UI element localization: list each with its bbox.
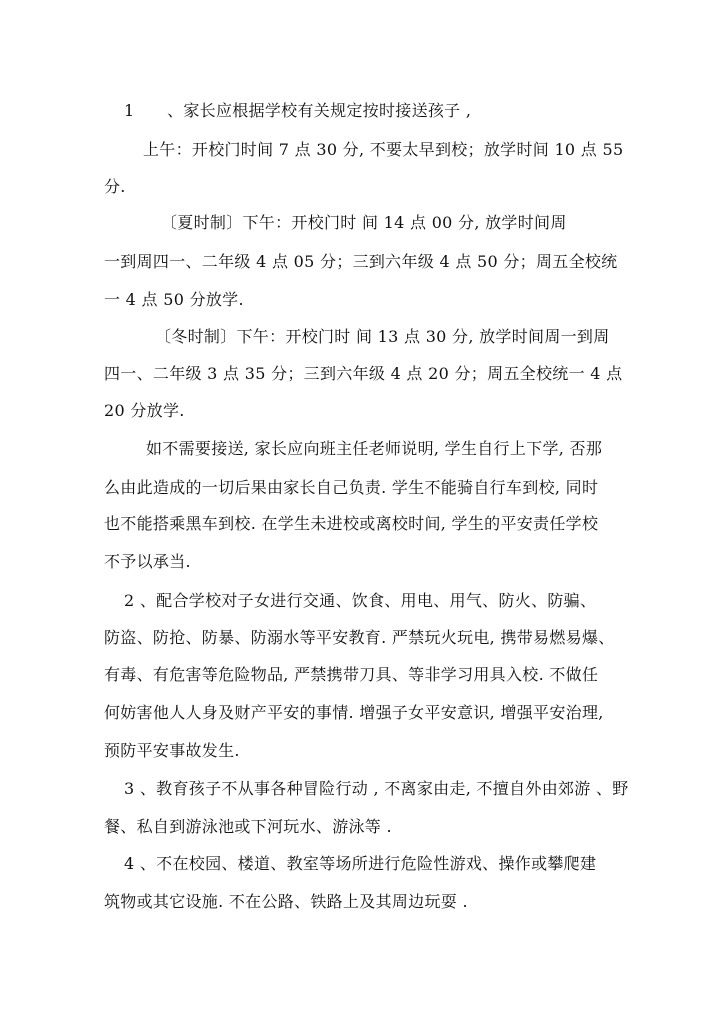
paragraph-5-line-4: 不予以承当. <box>104 552 191 571</box>
paragraph-8-line-2: 筑物或其它设施. 不在公路、铁路上及其周边玩耍 . <box>104 892 468 911</box>
paragraph-5-line-3: 也不能搭乘黑车到校. 在学生未进校或离校时间, 学生的平安责任学校 <box>104 514 599 533</box>
paragraph-4-line-3: 20 分放学. <box>104 401 185 420</box>
paragraph-6-line-1: 2 、配合学校对子女进行交通、饮食、用电、用气、防火、防骗、 <box>124 591 597 610</box>
paragraph-2-line-2: 分. <box>104 177 126 196</box>
paragraph-4-line-1: 〔冬时制〕下午：开校门时 间 13 点 30 分, 放学时间周一到周 <box>155 327 610 346</box>
paragraph-6-line-3: 有毒、有危害等危险物品, 严禁携带刀具、等非学习用具入校. 不做任 <box>104 665 599 684</box>
paragraph-3-line-2: 一到周四一、二年级 4 点 05 分；三到六年级 4 点 50 分；周五全校统 <box>104 252 618 271</box>
paragraph-5-line-2: 么由此造成的一切后果由家长自己负责. 学生不能骑自行车到校, 同时 <box>104 478 599 497</box>
paragraph-6-line-4: 何妨害他人人身及财产平安的事情. 增强子女平安意识, 增强平安治理, <box>104 703 604 722</box>
paragraph-6-line-5: 预防平安事故发生. <box>104 741 240 760</box>
paragraph-3-line-3: 一 4 点 50 分放学. <box>104 290 244 309</box>
paragraph-1-line-1: 1 、家长应根据学校有关规定按时接送孩子 , <box>124 101 472 120</box>
paragraph-6-line-2: 防盗、防抢、防暴、防溺水等平安教育. 严禁玩火玩电, 携带易燃易爆、 <box>104 628 615 647</box>
paragraph-7-line-1: 3 、教育孩子不从事各种冒险行动 , 不离家由走, 不擅自外由郊游 、野 <box>124 779 629 798</box>
paragraph-7-line-2: 餐、私自到游泳池或下河玩水、游泳等 . <box>104 817 392 836</box>
paragraph-5-line-1: 如不需要接送, 家长应向班主任老师说明, 学生自行上下学, 否那 <box>146 439 603 458</box>
paragraph-8-line-1: 4 、不在校园、楼道、教室等场所进行危险性游戏、操作或攀爬建 <box>124 854 597 873</box>
paragraph-3-line-1: 〔夏时制〕下午：开校门时 间 14 点 00 分, 放学时间周 <box>161 213 567 232</box>
paragraph-4-line-2: 四一、二年级 3 点 35 分；三到六年级 4 点 20 分；周五全校统一 4 点 <box>104 364 623 383</box>
paragraph-2-line-1: 上午：开校门时间 7 点 30 分, 不要太早到校；放学时间 10 点 55 <box>143 140 624 159</box>
